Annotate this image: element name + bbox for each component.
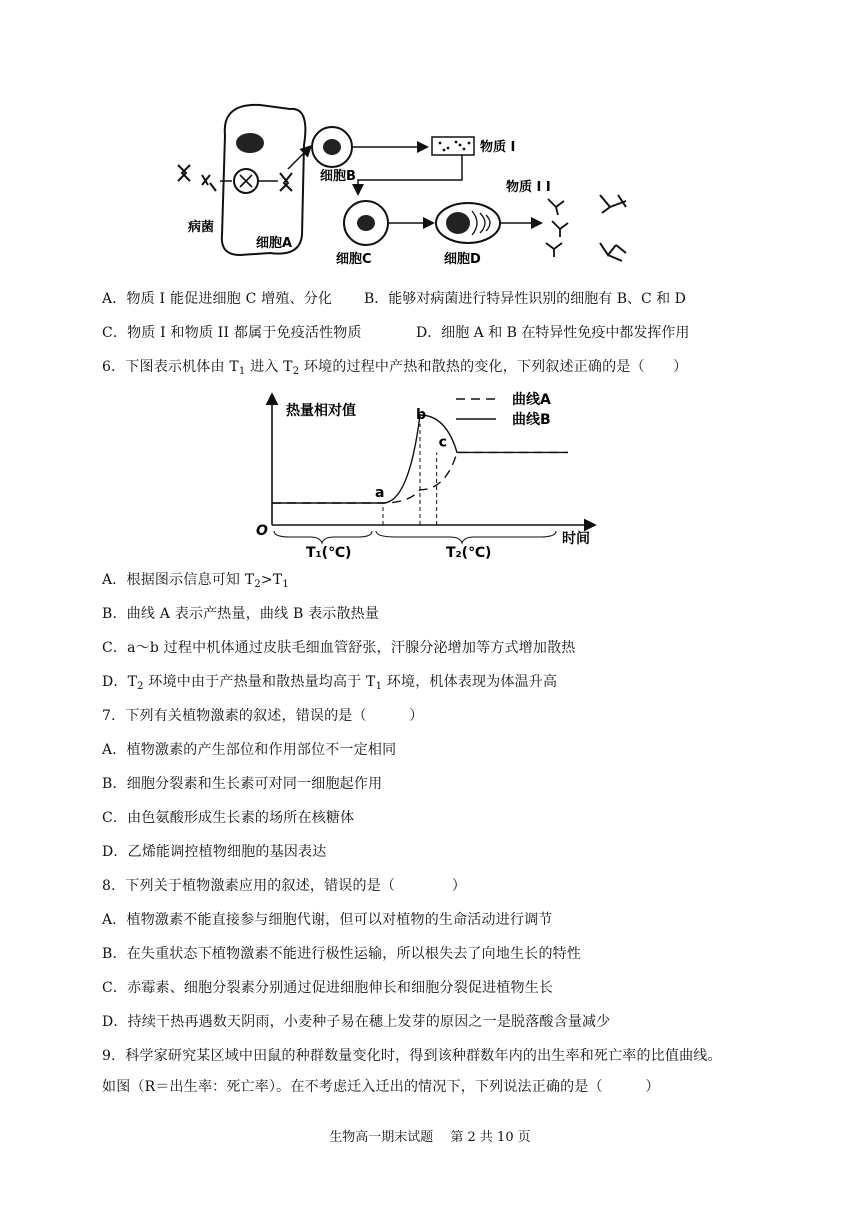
q7-option-b: B．细胞分裂素和生长素可对同一细胞起作用 <box>102 776 383 792</box>
t2-label: T₂(℃) <box>446 545 492 561</box>
y-axis-label: 热量相对值 <box>286 403 356 419</box>
point-label-b: b <box>416 407 427 423</box>
q8-option-d: D．持续干热再遇数天阴雨，小麦种子易在穗上发芽的原因之一是脱落酸含量减少 <box>102 1014 611 1030</box>
q6-option-a: A．根据图示信息可知 $T_2>T_1$ <box>102 572 289 590</box>
immune-response-figure <box>170 95 670 270</box>
page-footer: 生物高一期末试题 第 2 共 10 页 <box>329 1130 531 1145</box>
substance-1-label: 物质 I <box>480 140 516 155</box>
t2-brace <box>376 531 556 543</box>
origin-label: O <box>256 523 268 539</box>
legend-series-a: 曲线A <box>512 392 551 408</box>
q5-option-a: A．物质 I 能促进细胞 C 增殖、分化 <box>102 291 333 307</box>
x-axis-label: 时间 <box>562 531 590 547</box>
q7-option-c: C．由色氨酸形成生长素的场所在核糖体 <box>102 810 355 826</box>
cell-a-label: 细胞A <box>256 236 293 251</box>
q7-stem: 7．下列有关植物激素的叙述，错误的是（ ） <box>102 708 424 724</box>
q5-option-c: C．物质 I 和物质 II 都属于免疫活性物质 <box>102 325 362 341</box>
point-label-c: c <box>438 434 447 451</box>
cell-d-label: 细胞D <box>444 252 481 267</box>
q6-stem: 6．下图表示机体由 $T_1$ 进入 $T_2$ 环境的过程中产热和散热的变化，下列叙述正确的是（ ） <box>102 359 688 377</box>
q7-option-a: A．植物激素的产生部位和作用部位不一定相同 <box>102 742 397 758</box>
legend-series-b: 曲线B <box>512 412 551 428</box>
cell-c-label: 细胞C <box>336 252 372 267</box>
t1-brace <box>274 531 372 543</box>
cell-b-label: 细胞B <box>320 169 356 184</box>
point-label-a: a <box>375 485 385 501</box>
substance-1-box <box>432 137 474 155</box>
q7-option-d: D．乙烯能调控植物细胞的基因表达 <box>102 844 327 860</box>
pathogen-label: 病菌 <box>188 220 215 235</box>
antigen-antibody-complex-icons <box>600 195 626 261</box>
q8-option-a: A．植物激素不能直接参与细胞代谢，但可以对植物的生命活动进行调节 <box>102 912 553 928</box>
q6-option-d: D．$T_2$ 环境中由于产热量和散热量均高于 $T_1$ 环境，机体表现为体温升高 <box>102 674 558 692</box>
cell-a-nucleus <box>236 133 264 153</box>
q9-stem-line1: 9．科学家研究某区域中田鼠的种群数量变化时，得到该种群数年内的出生率和死亡率的比值曲线。 <box>102 1048 722 1064</box>
t1-label: T₁(℃) <box>306 545 352 561</box>
substance-2-label: 物质 I I <box>506 180 551 195</box>
q9-stem-line2: 如图（R＝出生率：死亡率）。在不考虑迁入迁出的情况下，下列说法正确的是（ ） <box>102 1079 660 1095</box>
heat-chart <box>250 385 610 565</box>
q8-option-b: B．在失重状态下植物激素不能进行极性运输，所以根失去了向地生长的特性 <box>102 946 582 962</box>
q6-option-b: B．曲线 A 表示产热量，曲线 B 表示散热量 <box>102 606 380 622</box>
q8-stem: 8．下列关于植物激素应用的叙述，错误的是（ ） <box>102 878 467 894</box>
q8-option-c: C．赤霉素、细胞分裂素分别通过促进细胞伸长和细胞分裂促进植物生长 <box>102 980 554 996</box>
q5-option-d: D．细胞 A 和 B 在特异性免疫中都发挥作用 <box>416 325 690 341</box>
antibody-icons <box>546 199 568 257</box>
q6-option-c: C．a～b 过程中机体通过皮肤毛细血管舒张，汗腺分泌增加等方式增加散热 <box>102 640 576 656</box>
pathogen-icon <box>178 165 216 191</box>
q5-option-b: B．能够对病菌进行特异性识别的细胞有 B、C 和 D <box>364 291 686 307</box>
